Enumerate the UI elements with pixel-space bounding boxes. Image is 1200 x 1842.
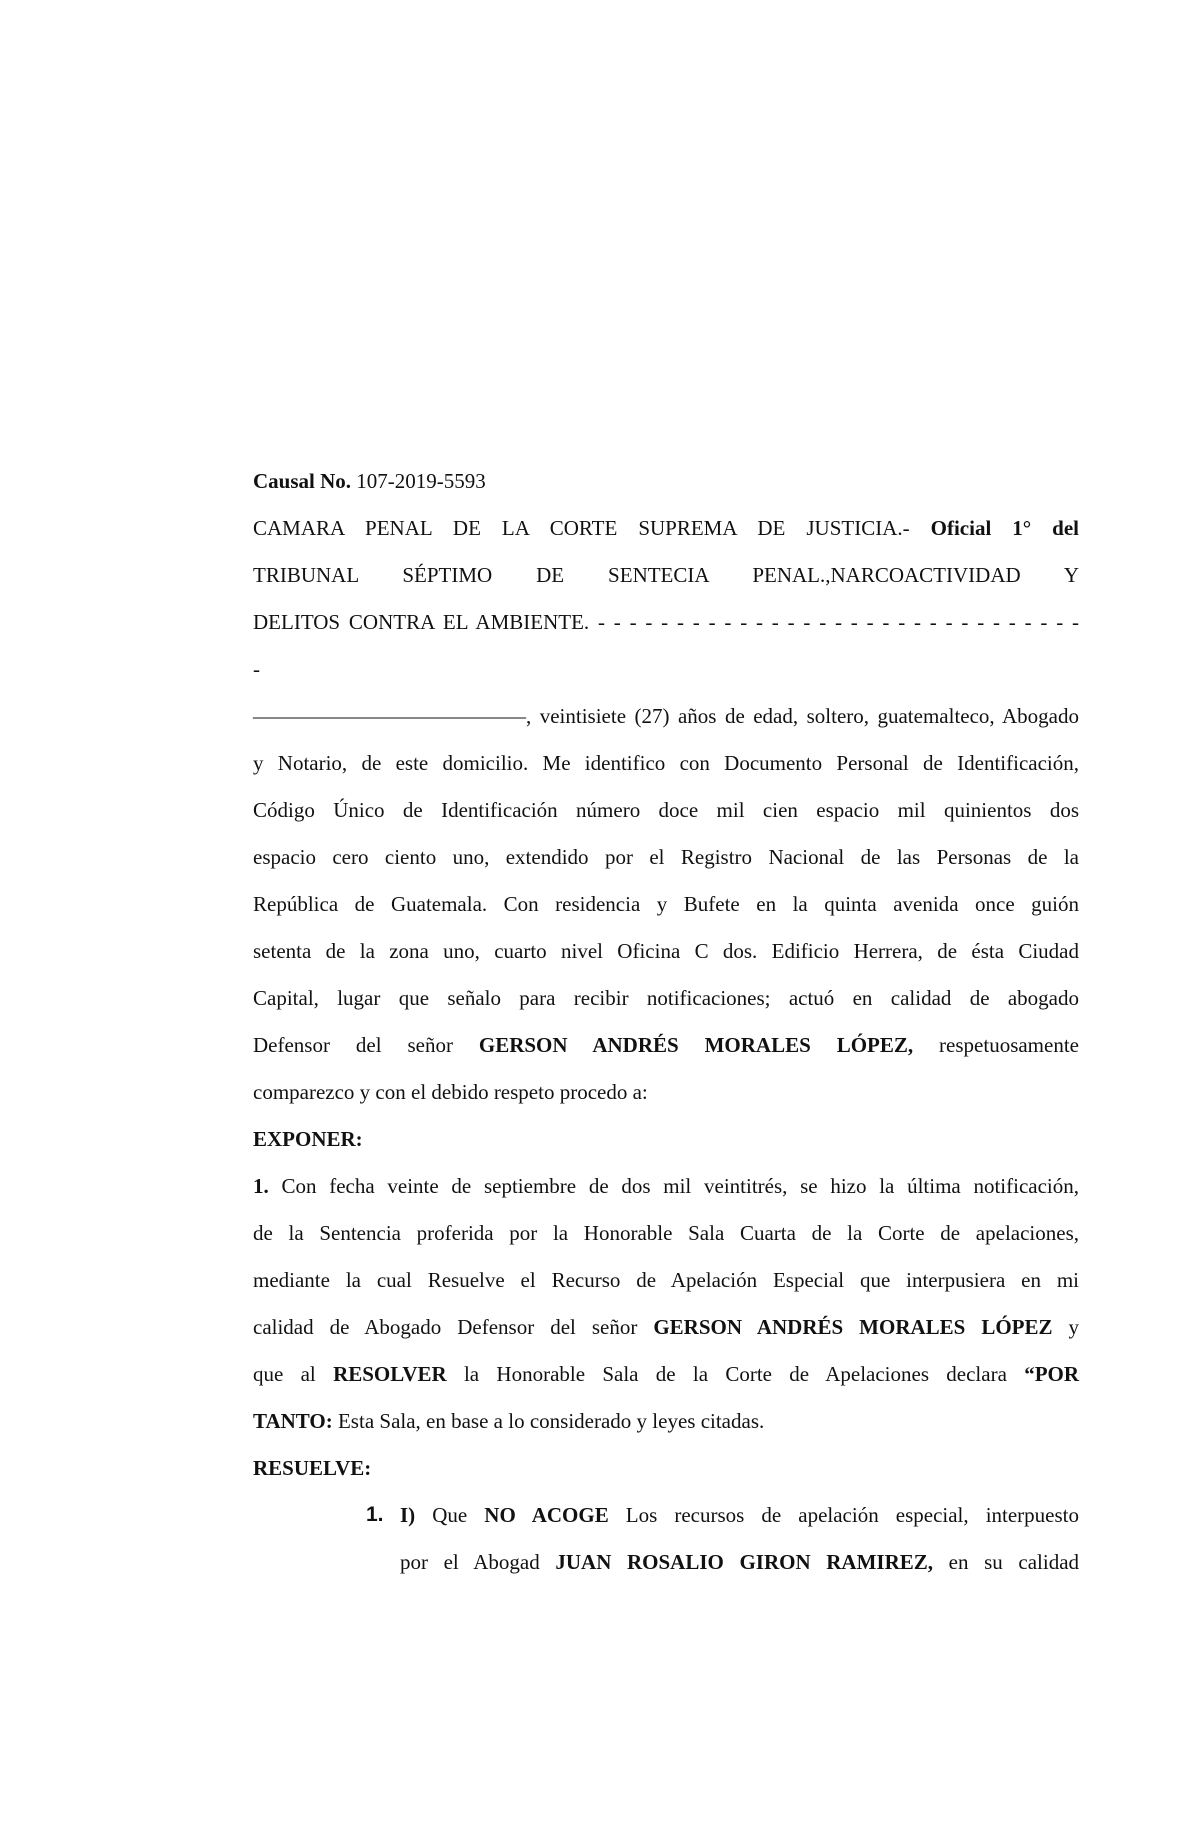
intro-line-1: —————————————, veintisiete (27) años de edad, soltero, guatemalteco, Abogado [253,704,1079,728]
intro-line-5: República de Guatemala. Con residencia y Bufete en la quinta avenida once guión [253,892,1079,916]
resuelve-line-1: 1. I) Que NO ACOGE Los recursos de apelación especial, interpuesto [400,1500,1079,1530]
intro-line-4: espacio cero ciento uno, extendido por el Registro Nacional de las Personas de la [253,845,1079,869]
causal-line [253,466,1079,496]
attorney-name: JUAN ROSALIO GIRON RAMIREZ, [555,1550,934,1574]
exponer-line-6: TANTO: Esta Sala, en base a lo considerado y leyes citadas. [253,1409,765,1433]
intro-line-6: setenta de la zona uno, cuarto nivel Oficina C dos. Edificio Herrera, de ésta Ciudad [253,939,1079,963]
intro-line-9: comparezco y con el debido respeto procedo a: [253,1080,648,1104]
causal-number: 107-2019-5593 [356,469,486,493]
header-line-2: TRIBUNAL SÉPTIMO DE SENTECIA PENAL.,NARCOACTIVIDAD Y [253,563,1079,587]
header-line-3: DELITOS CONTRA EL AMBIENTE. - - - - - - - - - - - - - - - - - - - - - - - - - - - - - - - [253,610,1079,634]
redacted-name-line: ————————————— [253,704,526,728]
header-line-1: CAMARA PENAL DE LA CORTE SUPREMA DE JUSTICIA.- Oficial 1° del [253,516,1080,540]
exponer-heading: EXPONER: [253,1127,363,1151]
exponer-line-4: calidad de Abogado Defensor del señor GERSON ANDRÉS MORALES LÓPEZ y [253,1315,1080,1339]
intro-line-3: Código Único de Identificación número doce mil cien espacio mil quinientos dos [253,798,1079,822]
dash-filler: - - - - - - - - - - - - - - - - - - - - - - - - - - - - - - - [597,610,1079,634]
exponer-line-1: 1. Con fecha veinte de septiembre de dos mil veintitrés, se hizo la última notificación, [253,1174,1080,1198]
exponer-line-5: que al RESOLVER la Honorable Sala de la Corte de Apelaciones declara “POR [253,1362,1080,1386]
lone-dash: - [253,657,260,681]
resuelve-line-2: por el Abogad JUAN ROSALIO GIRON RAMIREZ, en su calidad [400,1550,1080,1574]
defendant-name: GERSON ANDRÉS MORALES LÓPEZ, [478,1033,914,1057]
intro-line-2: y Notario, de este domicilio. Me identifico con Documento Personal de Identificación, [253,751,1079,775]
exponer-line-2: de la Sentencia proferida por la Honorable Sala Cuarta de la Corte de apelaciones, [253,1221,1079,1245]
causal-label: Causal No. [253,469,352,493]
defendant-name: GERSON ANDRÉS MORALES LÓPEZ [653,1315,1053,1339]
intro-line-7: Capital, lugar que señalo para recibir notificaciones; actuó en calidad de abogado [253,986,1079,1010]
intro-line-8: Defensor del señor GERSON ANDRÉS MORALES LÓPEZ, respetuosamente [253,1033,1079,1057]
exponer-line-3: mediante la cual Resuelve el Recurso de Apelación Especial que interpusiera en mi [253,1268,1079,1292]
list-number: 1. [366,1503,384,1526]
resuelve-heading: RESUELVE: [253,1456,372,1480]
item-number: 1. [253,1174,269,1198]
